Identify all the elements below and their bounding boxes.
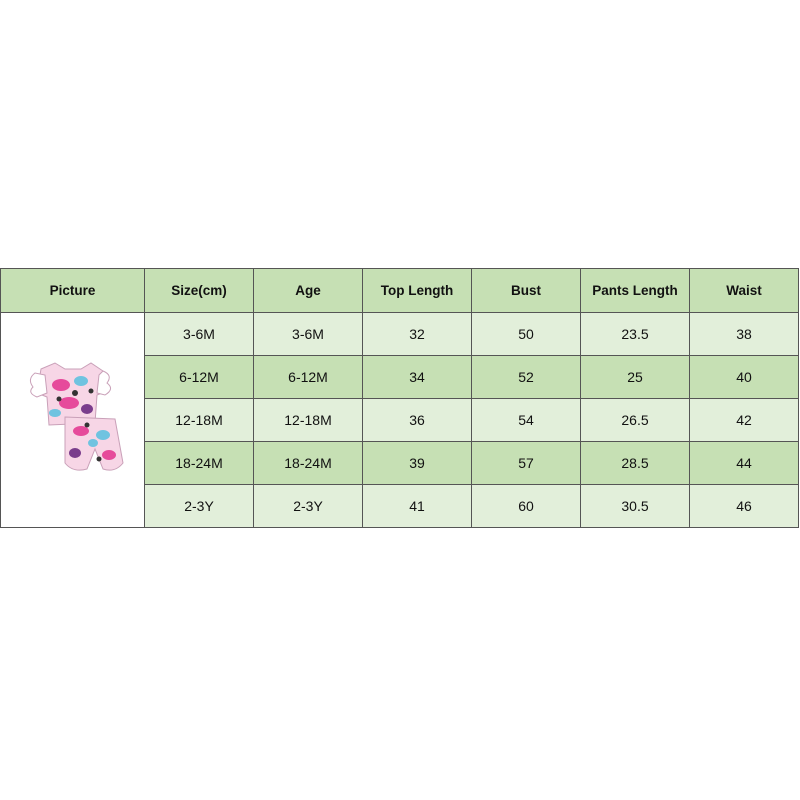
shorts-shape: [65, 417, 123, 470]
cell-top-length: 34: [363, 356, 472, 399]
cell-top-length: 32: [363, 313, 472, 356]
header-size: Size(cm): [145, 269, 254, 313]
cell-waist: 44: [690, 442, 799, 485]
header-pants-length: Pants Length: [581, 269, 690, 313]
cell-bust: 50: [472, 313, 581, 356]
header-picture: Picture: [1, 269, 145, 313]
header-age: Age: [254, 269, 363, 313]
table-row: [1, 313, 799, 356]
cell-age: 3-6M: [254, 313, 363, 356]
cell-size: 3-6M: [145, 313, 254, 356]
cell-bust: 54: [472, 399, 581, 442]
header-top-length: Top Length: [363, 269, 472, 313]
cell-age: 6-12M: [254, 356, 363, 399]
table-header-row: [1, 269, 799, 313]
cell-age: 12-18M: [254, 399, 363, 442]
header-waist: Waist: [690, 269, 799, 313]
cell-size: 6-12M: [145, 356, 254, 399]
cell-age: 18-24M: [254, 442, 363, 485]
cell-age: 2-3Y: [254, 485, 363, 528]
header-bust: Bust: [472, 269, 581, 313]
cell-size: 12-18M: [145, 399, 254, 442]
cell-bust: 52: [472, 356, 581, 399]
clothing-set-image: [3, 313, 143, 527]
cell-waist: 42: [690, 399, 799, 442]
size-chart-table: [0, 268, 799, 528]
cell-waist: 40: [690, 356, 799, 399]
cell-pants-length: 23.5: [581, 313, 690, 356]
cell-top-length: 36: [363, 399, 472, 442]
cell-bust: 57: [472, 442, 581, 485]
shirt-shape: [30, 363, 110, 425]
cell-pants-length: 25: [581, 356, 690, 399]
cell-waist: 46: [690, 485, 799, 528]
cell-size: 18-24M: [145, 442, 254, 485]
cell-pants-length: 28.5: [581, 442, 690, 485]
cell-pants-length: 30.5: [581, 485, 690, 528]
cell-top-length: 39: [363, 442, 472, 485]
cell-top-length: 41: [363, 485, 472, 528]
cell-bust: 60: [472, 485, 581, 528]
picture-cell: [1, 313, 145, 528]
cell-pants-length: 26.5: [581, 399, 690, 442]
outfit-illustration: [3, 313, 143, 527]
cell-waist: 38: [690, 313, 799, 356]
cell-size: 2-3Y: [145, 485, 254, 528]
